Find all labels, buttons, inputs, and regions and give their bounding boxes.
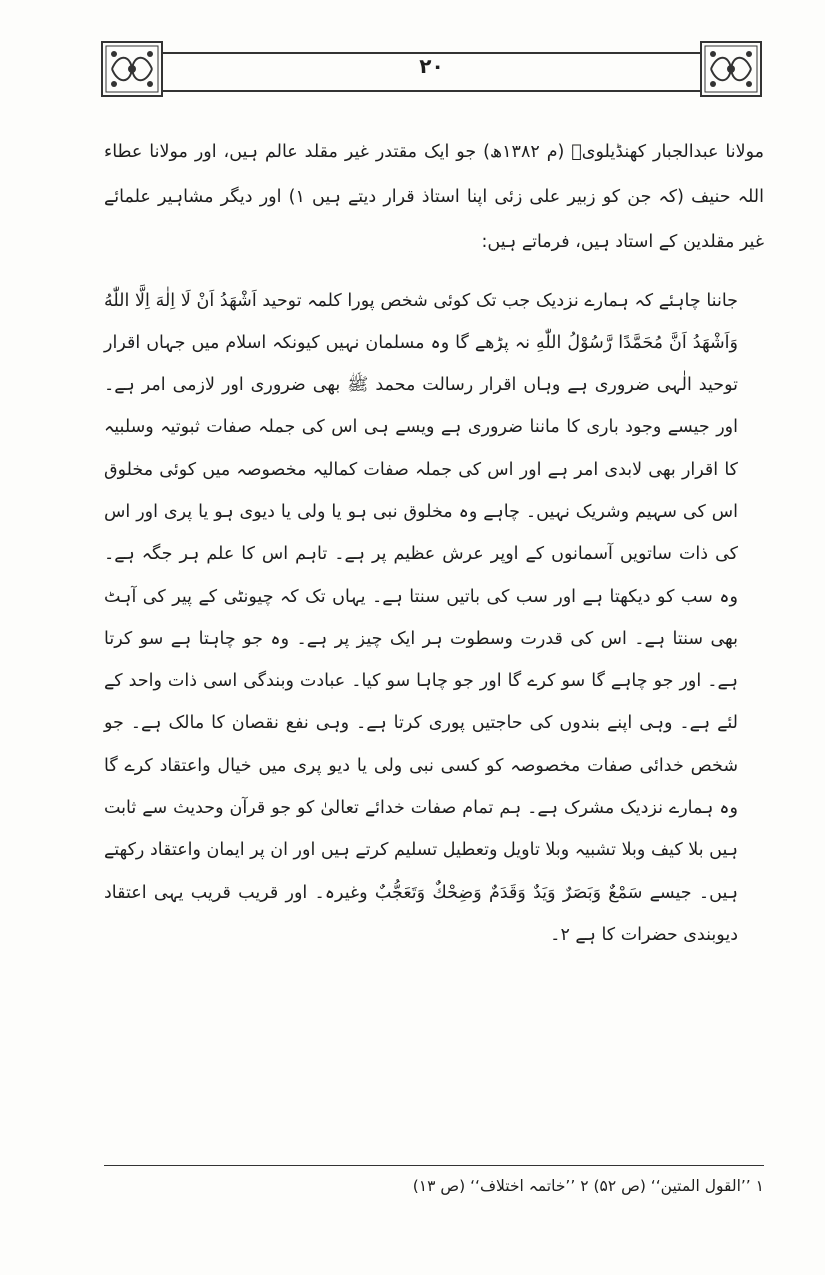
floral-ornament-icon xyxy=(699,40,763,98)
intro-paragraph: مولانا عبدالجبار کھنڈیلویؒ (م ۱۳۸۲ھ) جو ایک مقتدر غیر مقلد عالم ہیں، اور مولانا عطاء اللہ حنیف (کہ جن کو زبیر علی زئی اپنا استاذ قرار دیتے ہیں ۱) اور دیگر مشاہیر علمائے غیر مقلدین کے استاد ہیں، فرماتے ہیں: xyxy=(104,141,765,252)
footnotes: ۱ ’’القول المتین‘‘ (ص ۵۲) ۲ ’’خاتمہ اختلاف‘‘ (ص ۱۳) xyxy=(412,1177,764,1195)
quoted-passage: جاننا چاہئے کہ ہمارے نزدیک جب تک کوئی شخص پورا کلمہ توحید اَشْهَدُ اَنْ لَا اِلٰهَ اِلَّا اللّٰهُ وَاَشْهَدُ اَنَّ مُحَمَّدًا رَّسُوْلُ اللّٰهِ نہ پڑھے گا وہ مسلمان نہیں کیونکہ اسلام میں جہاں اقرار توحید الٰہی ضروری ہے وہاں اقرار رسالت محمد ﷺ بھی ضروری اور لازمی امر ہے۔ اور جیسے وجود باری کا ماننا ضروری ہے ویسے ہی اس کی جملہ صفات ثبوتیہ وسلبیہ کا اقرار بھی لابدی امر ہے اور اس کی جملہ صفات کمالیہ مخصوصہ میں کوئی مخلوق اس کی سہیم وشریک نہیں۔ چاہے وہ مخلوق نبی ہو یا ولی یا دیوی ہو یا پری اور اس کی ذات ساتویں آسمانوں کے اوپر عرش عظیم پر ہے۔ تاہم اس کا علم ہر جگہ ہے۔ وہ سب کو دیکھتا ہے اور سب کی باتیں سنتا ہے۔ یہاں تک کہ چیونٹی کے پیر کی آہٹ بھی سنتا ہے۔ اس کی قدرت وسطوت ہر ایک چیز پر ہے۔ وہ جو چاہتا ہے سو کرتا ہے۔ اور جو چاہے گا سو کرے گا اور جو چاہا سو کیا۔ عبادت وبندگی اسی ذات واحد کے لئے ہے۔ وہی اپنے بندوں کی حاجتیں پوری کرتا ہے۔ وہی نفع نقصان کا مالک ہے۔ جو شخص خدائی صفات مخصوصہ کو کسی نبی ولی یا دیو پری میں خیال واعتقاد کرے گا وہ ہمارے نزدیک مشرک ہے۔ ہم تمام صفات خدائے تعالیٰ کو جو قرآن وحدیث سے ثابت ہیں بلا کیف وبلا تشبیہ وبلا تاویل وتعطیل تسلیم کرتے ہیں اور ان پر ایمان واعتقاد رکھتے ہیں۔ جیسے سَمْعٌ وَبَصَرٌ وَيَدٌ وَقَدَمٌ وَضِحْكٌ وَتَعَجُّبٌ وغیرہ۔ اور قریب قریب یہی اعتقاد دیوبندی حضرات کا ہے ۲۔ xyxy=(104,290,738,945)
page-header xyxy=(100,40,763,98)
header-rule-bottom xyxy=(162,90,701,92)
footnote-divider xyxy=(104,1165,764,1166)
page-number: ۲۰ xyxy=(419,54,444,78)
